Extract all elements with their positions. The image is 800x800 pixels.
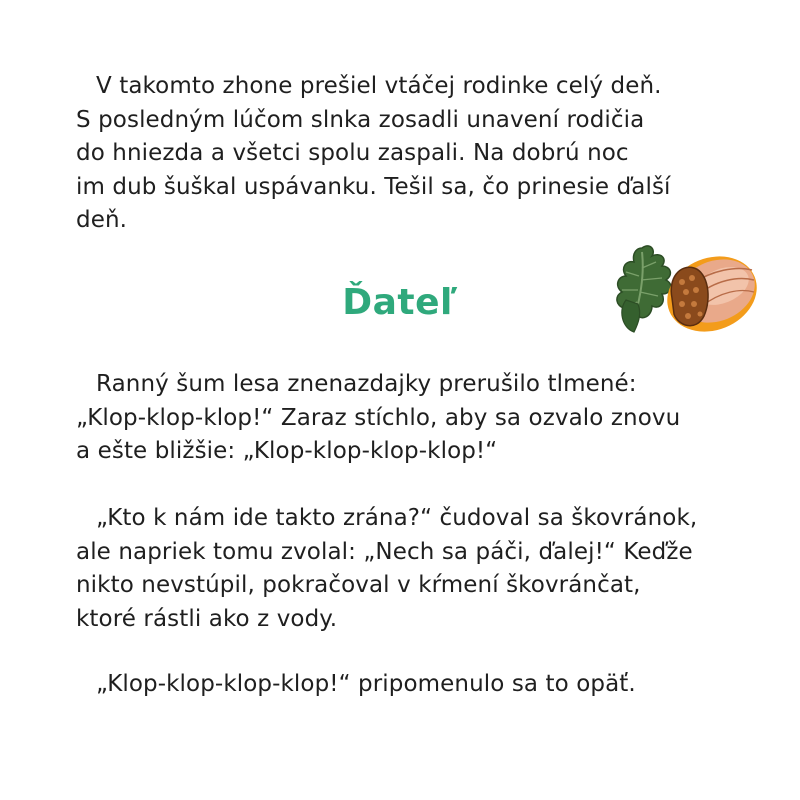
text-line: „Kto k nám ide takto zrána?“ čudoval sa škovránok, xyxy=(96,505,698,531)
text-line: S posledným lúčom slnka zosadli unavení rodičia xyxy=(76,106,645,133)
story-paragraph xyxy=(76,668,736,702)
acorn-with-oak-leaf-icon xyxy=(612,240,762,345)
text-line: a ešte bližšie: „Klop-klop-klop-klop!“ xyxy=(76,438,498,464)
text-line: ktoré rástli ako z vody. xyxy=(76,605,338,632)
text-line: im dub šuškal uspávanku. Tešil sa, čo prinesie ďalší xyxy=(76,173,671,200)
story-paragraph xyxy=(76,368,736,469)
text-line: „Klop-klop-klop-klop!“ pripomenulo sa to opäť. xyxy=(96,671,636,697)
text-line: V takomto zhone prešiel vtáčej rodinke celý deň. xyxy=(96,73,662,99)
text-line: nikto nevstúpil, pokračoval v kŕmení škovránčat, xyxy=(76,572,641,598)
text-line: ale napriek tomu zvolal: „Nech sa páči, ďalej!“ Keďže xyxy=(76,538,693,565)
text-line: „Klop-klop-klop!“ Zaraz stíchlo, aby sa ozvalo znovu xyxy=(76,404,681,431)
text-line: Ranný šum lesa znenazdajky prerušilo tlmené: xyxy=(96,371,637,397)
text-line: do hniezda a všetci spolu zaspali. Na dobrú noc xyxy=(76,140,629,166)
story-paragraph xyxy=(76,502,736,636)
text-line: deň. xyxy=(76,207,128,233)
chapter-title: Ďateľ xyxy=(342,282,458,323)
intro-paragraph xyxy=(76,70,736,238)
